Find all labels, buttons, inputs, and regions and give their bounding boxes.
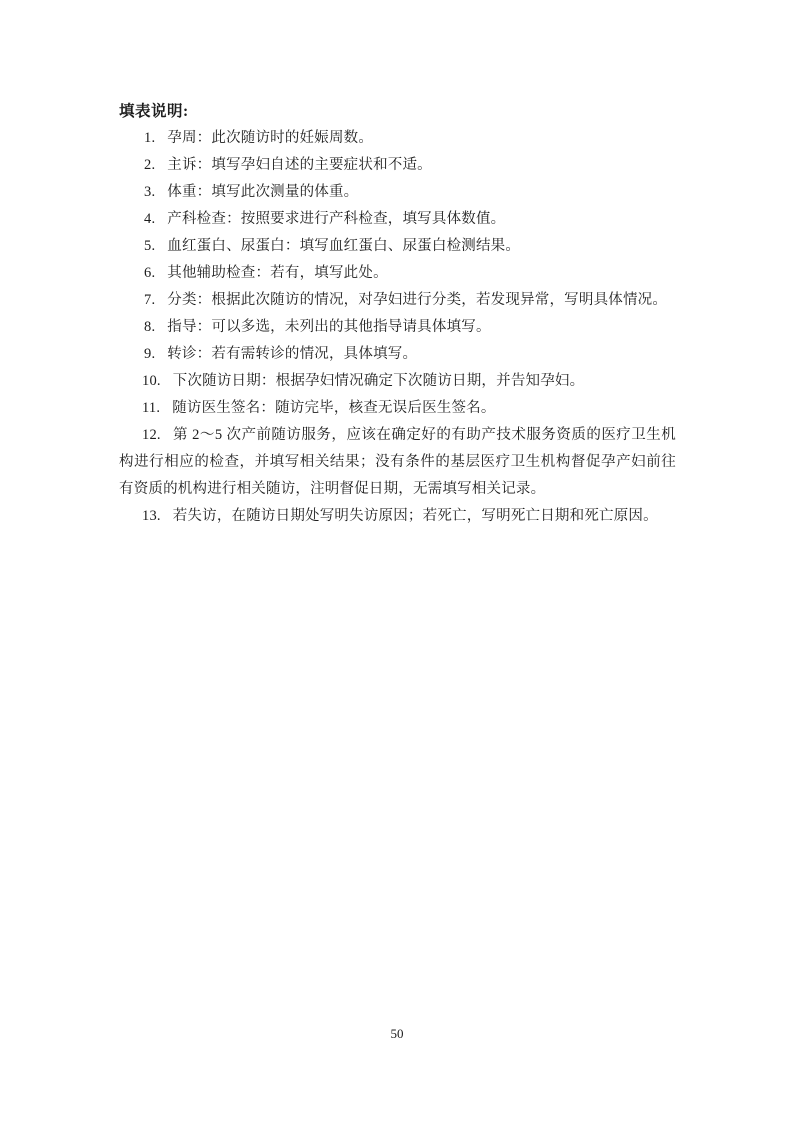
- list-item-text: 血红蛋白、尿蛋白：填写血红蛋白、尿蛋白检测结果。: [167, 238, 521, 254]
- list-item-number: 13.: [142, 508, 161, 524]
- form-instructions-section: [119, 98, 676, 530]
- list-item-text: 体重：填写此次测量的体重。: [167, 184, 359, 200]
- list-item-text: 随访医生签名：随访完毕，核查无误后医生签名。: [172, 400, 496, 416]
- list-item-number: 11.: [142, 400, 161, 416]
- list-item-text: 分类：根据此次随访的情况，对孕妇进行分类，若发现异常，写明具体情况。: [167, 292, 668, 308]
- list-item: [119, 422, 676, 503]
- list-item-number: 9.: [144, 346, 156, 362]
- list-item: [119, 395, 676, 422]
- list-item: [119, 341, 676, 368]
- list-item: [119, 503, 676, 530]
- list-item-text: 下次随访日期：根据孕妇情况确定下次随访日期，并告知孕妇。: [172, 373, 585, 389]
- list-item-number: 5.: [144, 238, 156, 254]
- list-item: [119, 125, 676, 152]
- list-item-number: 8.: [144, 319, 156, 335]
- list-item: [119, 260, 676, 287]
- list-item: [119, 314, 676, 341]
- list-item-number: 10.: [142, 373, 161, 389]
- list-item-text: 第 2～5 次产前随访服务，应该在确定好的有助产技术服务资质的医疗卫生机构进行相应的检查，并填写相关结果；没有条件的基层医疗卫生机构督促孕产妇前往有资质的机构进行相关随访，注明督促日期，无需填写相关记录。: [119, 427, 676, 497]
- list-item-text: 转诊：若有需转诊的情况，具体填写。: [167, 346, 418, 362]
- page-number: 50: [390, 1026, 404, 1041]
- list-item: [119, 233, 676, 260]
- list-item-number: 3.: [144, 184, 156, 200]
- list-item-text: 产科检查：按照要求进行产科检查，填写具体数值。: [167, 211, 506, 227]
- list-item-number: 6.: [144, 265, 156, 281]
- list-item: [119, 152, 676, 179]
- list-item: [119, 206, 676, 233]
- list-item: [119, 368, 676, 395]
- list-item-number: 1.: [144, 130, 156, 146]
- page-title: 填表说明:: [119, 103, 189, 120]
- list-item-text: 孕周：此次随访时的妊娠周数。: [167, 130, 374, 146]
- list-item: [119, 287, 676, 314]
- list-item-number: 12.: [142, 427, 161, 443]
- list-item-text: 若失访，在随访日期处写明失访原因；若死亡，写明死亡日期和死亡原因。: [172, 508, 658, 524]
- list-item-text: 指导：可以多选，未列出的其他指导请具体填写。: [167, 319, 491, 335]
- list-item-number: 4.: [144, 211, 156, 227]
- list-item-number: 2.: [144, 157, 156, 173]
- list-item-text: 其他辅助检查：若有，填写此处。: [167, 265, 388, 281]
- list-item: [119, 179, 676, 206]
- list-item-number: 7.: [144, 292, 156, 308]
- list-item-text: 主诉：填写孕妇自述的主要症状和不适。: [167, 157, 432, 173]
